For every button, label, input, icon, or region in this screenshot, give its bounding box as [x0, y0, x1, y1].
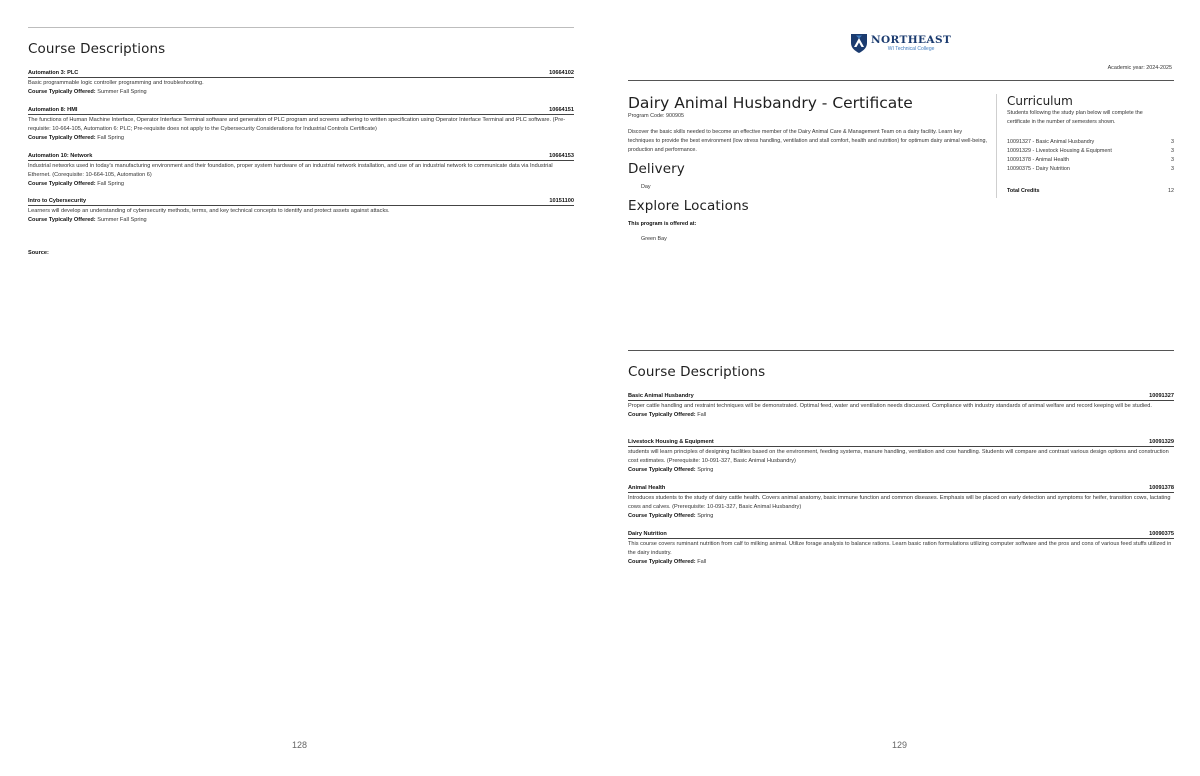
- course-offered-label: Course Typically Offered:: [628, 559, 696, 565]
- program-description: Discover the basic skills needed to become an effective member of the Dairy Animal Care & Management Team on a dairy facility. Learn key techniques to provide the best environment (low stress handling, ventilation and stall comfort, health and nutrition) for optimum dairy animal well-being, production and performance.: [628, 129, 987, 153]
- page-number: 129: [892, 740, 908, 750]
- course-offered: [628, 558, 1174, 567]
- curriculum-item: [1007, 138, 1174, 147]
- total-credits-label: Total Credits: [1007, 188, 1040, 194]
- course-title: Livestock Housing & Equipment: [628, 439, 714, 445]
- logo-name: NORTHEAST: [871, 33, 952, 46]
- course-offered-label: Course Typically Offered:: [28, 181, 96, 187]
- shield-icon: [850, 32, 868, 54]
- course-offered: [28, 216, 574, 225]
- course-offered: [28, 134, 574, 143]
- course-code: 10664151: [549, 107, 574, 113]
- curriculum-box: [996, 94, 1174, 198]
- course-offered-value: Spring: [697, 513, 714, 519]
- course-offered: [628, 411, 1174, 420]
- course-offered: [28, 180, 574, 189]
- course-code: 10664102: [549, 70, 574, 76]
- course-title: Basic Animal Husbandry: [628, 393, 694, 399]
- course-entry: [28, 69, 574, 97]
- course-offered: [628, 466, 1174, 475]
- curriculum-course: 10091378 - Animal Health: [1007, 157, 1070, 163]
- curriculum-total: [1007, 188, 1174, 194]
- course-header: [628, 392, 1174, 401]
- section-divider: [628, 350, 1174, 351]
- course-header: [628, 484, 1174, 493]
- course-offered-value: Fall: [697, 559, 707, 565]
- course-description: Basic programmable logic controller programming and troubleshooting.: [28, 80, 204, 86]
- course-entry: [28, 152, 574, 189]
- location-link[interactable]: Green Bay: [641, 236, 667, 242]
- logo-text: [871, 35, 951, 52]
- course-title: Automation 10: Network: [28, 153, 93, 159]
- course-descriptions-heading: Course Descriptions: [628, 364, 766, 380]
- course-title: Animal Health: [628, 485, 666, 491]
- curriculum-credits: 3: [1171, 139, 1174, 145]
- curriculum-item: [1007, 147, 1174, 156]
- course-offered-label: Course Typically Offered:: [28, 135, 96, 141]
- course-title: Automation 3: PLC: [28, 70, 79, 76]
- delivery-value: Day: [641, 184, 651, 190]
- total-credits-value: 12: [1168, 188, 1174, 194]
- curriculum-course: 10091329 - Livestock Housing & Equipment: [1007, 148, 1112, 154]
- course-offered-value: Summer Fall Spring: [97, 217, 147, 223]
- course-offered-value: Fall Spring: [97, 181, 124, 187]
- course-offered-label: Course Typically Offered:: [628, 412, 696, 418]
- course-offered: [28, 88, 574, 97]
- course-offered-label: Course Typically Offered:: [28, 89, 96, 95]
- course-code: 10091329: [1149, 439, 1174, 445]
- course-title: Dairy Nutrition: [628, 531, 667, 537]
- delivery-heading: Delivery: [628, 161, 685, 177]
- course-description: This course covers ruminant nutrition from calf to milking animal. Utilize forage analysis to balance rations. Learn basic ration formulations utilizing computer software and the pros and cons of various feed stuffs utilized in the dairy industry.: [628, 541, 1172, 556]
- course-entry: [628, 438, 1174, 475]
- course-description: The functions of Human Machine Interface, Operator Interface Terminal software and generation of PLC program and screens adhering to written specification using Operator Interface Terminal and PLC software. (Pre-requisite: 10-664-105, Automation 6: PLC; Pre-requisite does not apply to the Cybersecurity Considerations for Industrial Controls Certificate): [28, 117, 566, 132]
- academic-year: Academic year: 2024-2025: [1107, 65, 1172, 71]
- course-title: Intro to Cybersecurity: [28, 198, 87, 204]
- course-code: 10151100: [549, 198, 574, 204]
- course-entry: [628, 484, 1174, 521]
- explore-locations-heading: Explore Locations: [628, 198, 749, 214]
- header-divider: [628, 80, 1174, 81]
- logo-subtitle: WI Technical College: [887, 45, 935, 52]
- course-header: [628, 438, 1174, 447]
- source-label: Source:: [28, 250, 49, 256]
- college-logo: [850, 32, 951, 54]
- top-divider: [28, 27, 574, 28]
- course-entry: [628, 392, 1174, 420]
- locations-label: This program is offered at:: [628, 221, 697, 227]
- page-number: 128: [292, 740, 308, 750]
- course-description: Introduces students to the study of dairy cattle health. Covers animal anatomy, basic immune function and common diseases. Emphasis will be placed on early detection and symptoms for heifer, transition cows, lactating cows and calves. (Prerequisite: 10-091-327, Basic Animal Husbandry): [628, 495, 1171, 510]
- course-offered-label: Course Typically Offered:: [28, 217, 96, 223]
- course-description: students will learn principles of designing facilities based on the environment, feeding systems, manure handling, ventilation and cow handling. Students will compare and contrast various design options and construction cost estimates. (Prerequisite: 10-091-327, Basic Animal Husbandry): [628, 449, 1169, 464]
- course-offered: [628, 512, 1174, 521]
- course-header: [28, 106, 574, 115]
- course-title: Automation 8: HMI: [28, 107, 78, 113]
- curriculum-heading: Curriculum: [1007, 94, 1073, 108]
- curriculum-item: [1007, 156, 1174, 165]
- curriculum-course: 10091327 - Basic Animal Husbandry: [1007, 139, 1095, 145]
- program-code: Program Code: 900905: [628, 113, 685, 119]
- curriculum-credits: 3: [1171, 148, 1174, 154]
- course-header: [28, 152, 574, 161]
- course-code: 10091378: [1149, 485, 1174, 491]
- curriculum-credits: 3: [1171, 157, 1174, 163]
- course-header: [28, 69, 574, 78]
- course-description: Learners will develop an understanding of cybersecurity methods, terms, and key technical concepts to identify and protect assets against attacks.: [28, 208, 390, 214]
- program-title: Dairy Animal Husbandry - Certificate: [628, 94, 913, 112]
- curriculum-note: Students following the study plan below will complete the certificate in the number of semesters shown.: [1007, 110, 1143, 125]
- curriculum-credits: 3: [1171, 166, 1174, 172]
- course-entry: [28, 106, 574, 143]
- curriculum-course: 10090375 - Dairy Nutrition: [1007, 166, 1070, 172]
- course-header: [28, 197, 574, 206]
- course-offered-value: Spring: [697, 467, 714, 473]
- course-code: 10091327: [1149, 393, 1174, 399]
- course-offered-label: Course Typically Offered:: [628, 467, 696, 473]
- course-header: [628, 530, 1174, 539]
- course-offered-value: Summer Fall Spring: [97, 89, 147, 95]
- course-code: 10090375: [1149, 531, 1174, 537]
- course-description: Industrial networks used in today's manufacturing environment and their foundation, proper system hardware of an industrial network installation, and use of an industrial network to communicate data via Industrial Ethernet. (Corequisite: 10-664-105, Automation 6): [28, 163, 553, 178]
- course-offered-label: Course Typically Offered:: [628, 513, 696, 519]
- course-entry: [628, 530, 1174, 567]
- course-description: Proper cattle handling and restraint techniques will be demonstrated. Optimal feed, water and ventilation needs discussed. Compliance with industry standards of animal welfare and record keeping will be studied.: [628, 403, 1152, 409]
- course-offered-value: Fall: [697, 412, 707, 418]
- curriculum-item: [1007, 165, 1174, 174]
- course-code: 10664153: [549, 153, 574, 159]
- curriculum-list: [1007, 138, 1174, 174]
- course-entry: [28, 197, 574, 225]
- course-descriptions-heading: Course Descriptions: [28, 41, 166, 57]
- course-offered-value: Fall Spring: [97, 135, 124, 141]
